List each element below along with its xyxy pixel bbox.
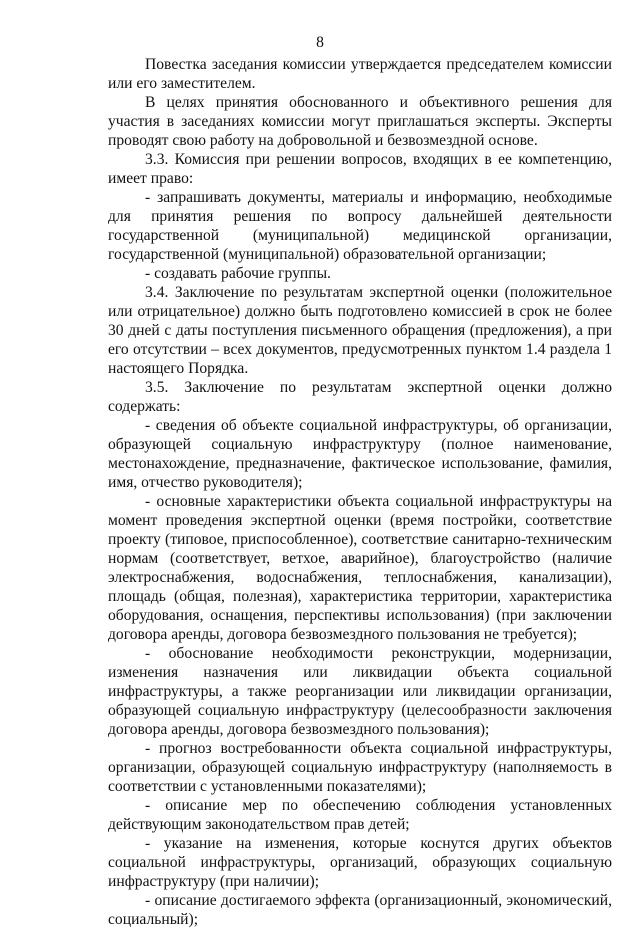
list-item-create-working-groups: - создавать рабочие группы. [145, 265, 331, 282]
list-item-achieved-effect: - описание достигаемого эффекта (организационный, экономический, социальный); [108, 892, 612, 928]
list-item-justification: - обоснование необходимости реконструкции, модернизации, изменения назначения или ликвидации объекта социальной инфраструктуры, а также реорганизации или ликвидации организации, образующей социальную инфраструктуру (целесообразности заключения договора аренды, договора безвозмездного пользования); [108, 645, 612, 738]
list-item-object-information: - сведения об объекте социальной инфраструктуры, об организации, образующей социальную инфраструктуру (полное наименование, местонахождение, предназначение, фактическое использование, фамилия, имя, отчество руководителя); [108, 417, 612, 491]
paragraph-experts-invitation: В целях принятия обоснованного и объективного решения для участия в заседаниях комиссии могут приглашаться эксперты. Эксперты проводят свою работу на добровольной и безвозмездной основе. [108, 94, 612, 149]
list-item-changes-to-other-objects: - указание на изменения, которые коснутся других объектов социальной инфраструктуры, организаций, образующих социальную инфраструктуру (при наличии); [108, 835, 612, 890]
paragraph-3-3-commission-rights: 3.3. Комиссия при решении вопросов, входящих в ее компетенцию, имеет право: [108, 151, 612, 187]
list-item-demand-forecast: - прогноз востребованности объекта социальной инфраструктуры, организации, образующей социальную инфраструктуру (наполняемость в соответствии с установленными показателями); [108, 740, 612, 795]
paragraph-3-5-conclusion-contents: 3.5. Заключение по результатам экспертной оценки должно содержать: [108, 379, 612, 415]
paragraph-agenda-approval: Повестка заседания комиссии утверждается председателем комиссии или его заместителем. [108, 56, 612, 92]
list-item-main-characteristics: - основные характеристики объекта социальной инфраструктуры на момент проведения экспертной оценки (время постройки, соответствие проекту (типовое, приспособленное), соответствие санитарно-техническим нормам (соответствует, ветхое, аварийное), благоустройство (наличие электроснабжения, водоснабжения, теплоснабжения, канализации), площадь (общая, полезная), характеристика территории, характеристика оборудования, оснащения, перспективы использования) (при заключении договора аренды, договора безвозмездного пользования не требуется); [108, 493, 612, 643]
list-item-request-documents: - запрашивать документы, материалы и информацию, необходимые для принятия решения по вопросу дальнейшей деятельности государственной (муниципальной) медицинской организации, государственной (муниципальной) образовательной организации; [108, 189, 612, 263]
list-item-children-rights-measures: - описание мер по обеспечению соблюдения установленных действующим законодательством прав детей; [108, 797, 612, 833]
page-number: 8 [316, 34, 324, 51]
paragraph-3-4-conclusion-deadline: 3.4. Заключение по результатам экспертной оценки (положительное или отрицательное) должно быть подготовлено комиссией в срок не более 30 дней с даты поступления письменного обращения (предложения), а при его отсутствии – всех документов, предусмотренных пунктом 1.4 раздела 1 настоящего Порядка. [108, 284, 612, 377]
document-body [108, 55, 612, 929]
